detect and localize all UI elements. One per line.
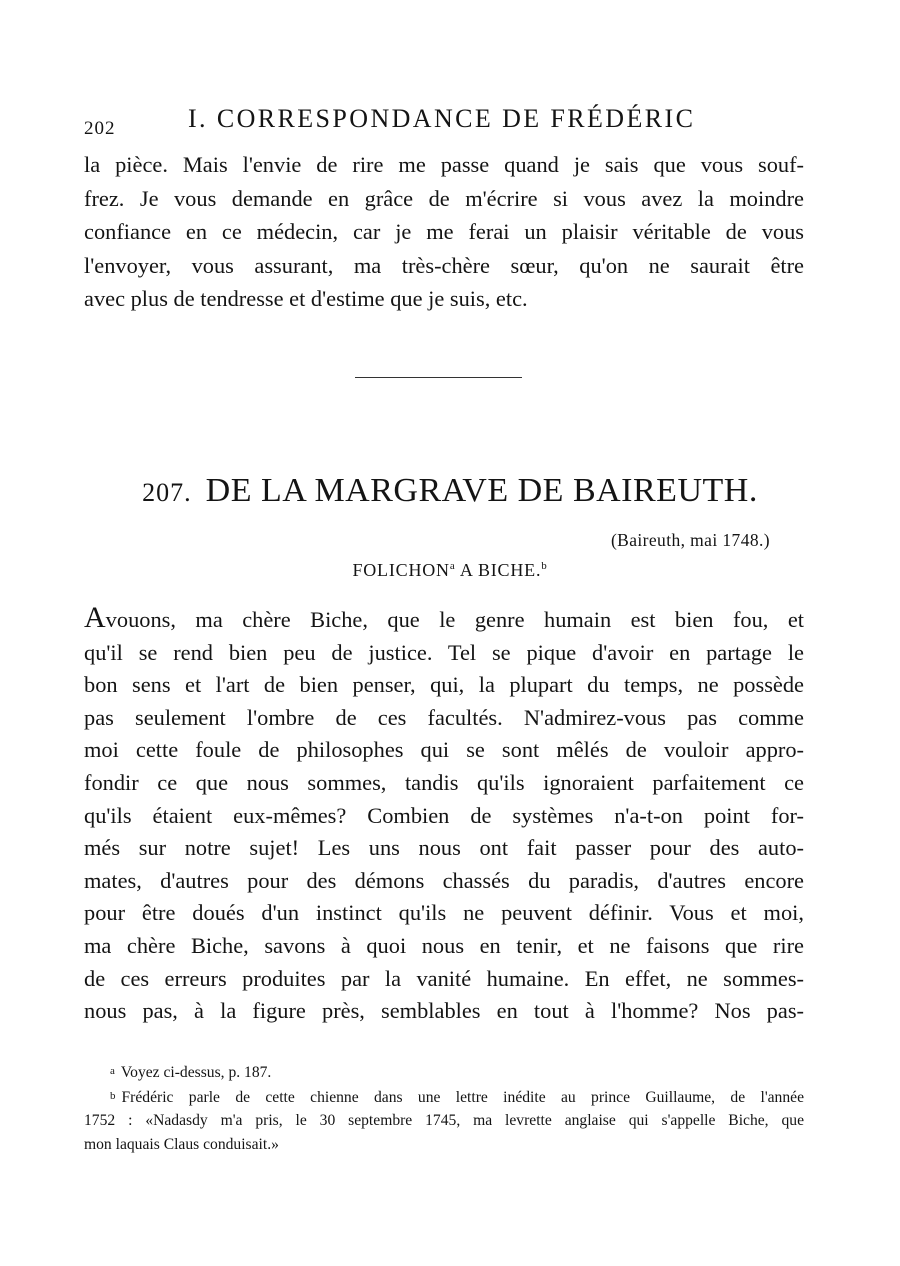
footnote-ref-b: b	[541, 560, 548, 572]
salutation-sender: FOLICHON	[352, 560, 450, 580]
letter-title: DE LA MARGRAVE DE BAIREUTH.	[205, 472, 758, 509]
text-line: ma chère Biche, savons à quoi nous en tenir, et ne faisons que rire	[84, 932, 804, 958]
text-line: qu'il se rend bien peu de justice. Tel se pique d'avoir en partage le	[84, 639, 804, 665]
text-line: confiance en ce médecin, car je me ferai un plaisir véritable de vous	[84, 219, 804, 245]
footnote-text: Voyez ci-dessus, p. 187.	[120, 1064, 272, 1081]
text-line: de ces erreurs produites par la vanité humaine. En effet, ne sommes-	[84, 965, 804, 991]
text-line	[84, 602, 804, 637]
text-line: avec plus de tendresse et d'estime que je suis, etc.	[84, 286, 528, 312]
letter-heading	[0, 472, 900, 510]
letter-number: 207.	[142, 478, 192, 507]
page-number: 202	[84, 118, 116, 139]
text-line: bon sens et l'art de bien penser, qui, la plupart du temps, ne possède	[84, 672, 804, 698]
text-line: més sur notre sujet! Les uns nous ont fait passer pour des auto-	[84, 835, 804, 861]
text-line: la pièce. Mais l'envie de rire me passe quand je sais que vous souf-	[84, 152, 804, 177]
footnote-mark: a	[110, 1065, 115, 1077]
text-line: nous pas, à la figure près, semblables en tout à l'homme? Nos pas-	[84, 998, 804, 1024]
salutation-recipient: A BICHE.	[455, 560, 542, 580]
footnote-b-line: mon laquais Claus conduisait.»	[84, 1135, 279, 1153]
footnote-ref-a: a	[449, 560, 456, 572]
text-line: moi cette foule de philosophes qui se sont mêlés de vouloir appro-	[84, 737, 804, 763]
running-head	[84, 104, 804, 140]
running-title: I. CORRESPONDANCE DE FRÉDÉRIC	[188, 104, 696, 133]
section-divider	[355, 377, 522, 378]
text-line: qu'ils étaient eux-mêmes? Combien de systèmes n'a-t-on point for-	[84, 802, 804, 828]
letter-body	[84, 602, 804, 1028]
text-line: fondir ce que nous sommes, tandis qu'ils ignoraient parfaitement ce	[84, 769, 804, 795]
text-line: l'envoyer, vous assurant, ma très-chère sœur, qu'on ne saurait être	[84, 252, 804, 278]
text-line: frez. Je vous demande en grâce de m'écrire si vous avez la moindre	[84, 185, 804, 211]
footnote-b-line: 1752 : «Nadasdy m'a pris, le 30 septembre 1745, ma levrette anglaise qui s'appelle Biche, que	[84, 1112, 804, 1129]
text-line: mates, d'autres pour des démons chassés du paradis, d'autres encore	[84, 867, 804, 893]
text-line: pas seulement l'ombre de ces facultés. N'admirez-vous pas comme	[84, 704, 804, 730]
footnote-mark: b	[110, 1089, 116, 1102]
drop-cap: A	[84, 601, 106, 634]
continued-letter-text	[84, 148, 804, 316]
text-line: pour être doués d'un instinct qu'ils ne peuvent définir. Vous et moi,	[84, 900, 804, 926]
footnote-text: Frédéric parle de cette chienne dans une lettre inédite au prince Guillaume, de l'année	[121, 1088, 804, 1106]
footnote-b	[84, 1085, 804, 1110]
footnote-a	[84, 1060, 804, 1085]
first-line-text: vouons, ma chère Biche, que le genre humain est bien fou, et	[105, 607, 804, 632]
letter-salutation	[0, 560, 900, 581]
footnotes	[84, 1060, 804, 1156]
letter-dateline: (Baireuth, mai 1748.)	[610, 530, 770, 550]
